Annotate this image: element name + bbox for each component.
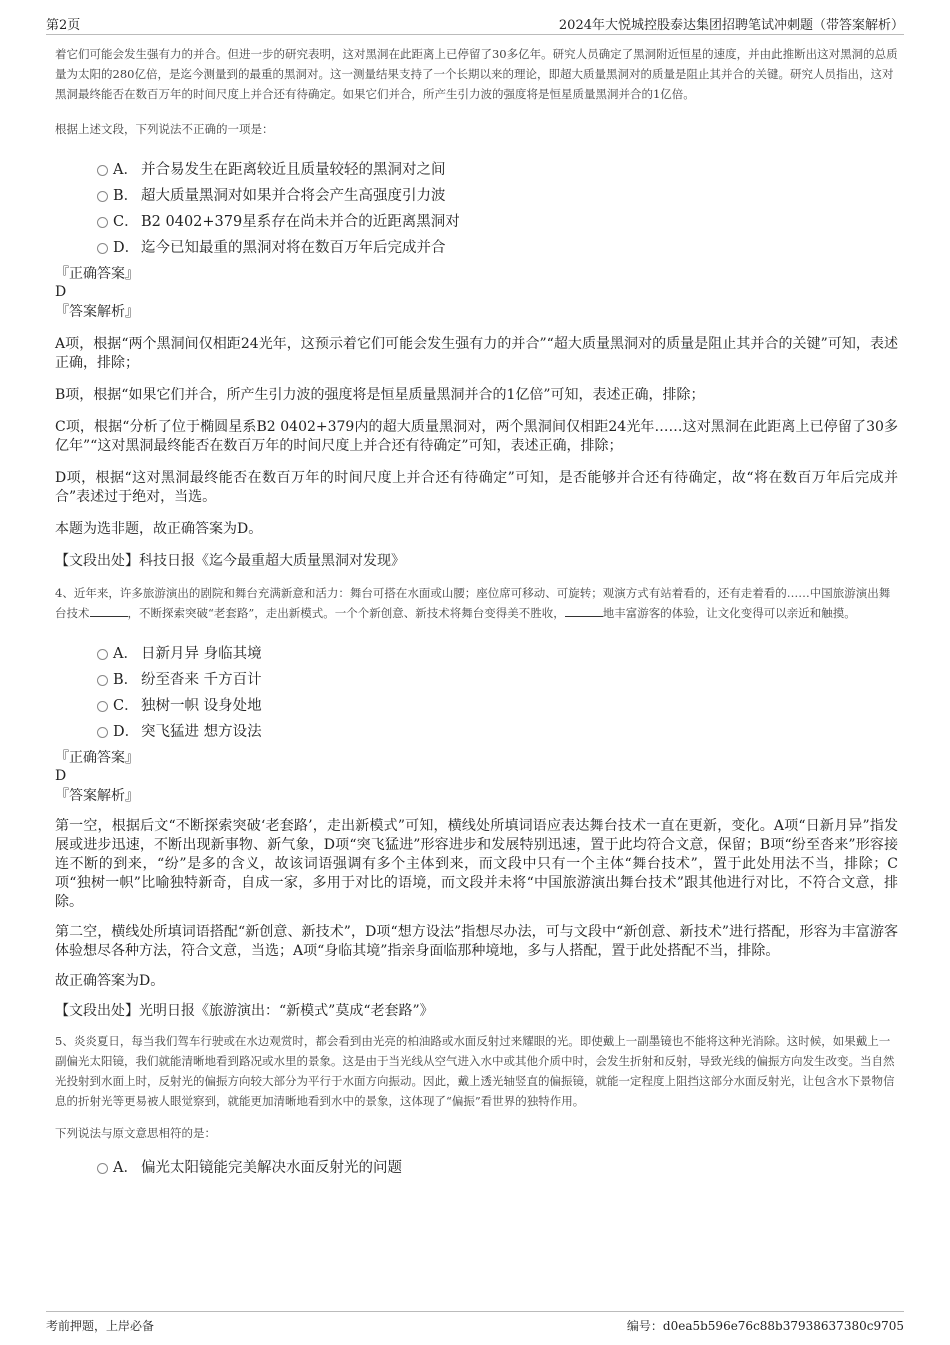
document-id: 编号：d0ea5b596e76c88b37938637380c9705 (626, 1319, 904, 1333)
fill-blank-2 (565, 604, 603, 617)
q3-answer-label: 『正确答案』 (55, 266, 139, 282)
q3-analysis-d: D项，根据“这对黑洞最终能否在数百万年的时间尺度上并合还有待确定”可知，是否能够并合还有待确定，故“将在数百万年后完成并合”表述过于绝对，当选。 (55, 470, 898, 505)
fill-blank-1 (90, 604, 128, 617)
footer-slogan: 考前押题，上岸必备 (46, 1319, 155, 1333)
q4-analysis-label: 『答案解析』 (55, 788, 139, 804)
q3-analysis-b: B项，根据“如果它们并合，所产生引力波的强度将是恒星质量黑洞并合的1亿倍”可知，表述正确，排除； (55, 387, 705, 403)
main-content (55, 44, 898, 1181)
page-footer (46, 1311, 904, 1336)
q4-conclusion: 故正确答案为D。 (55, 973, 165, 989)
q3-stem: 根据上述文段，下列说法不正确的一项是： (55, 122, 274, 136)
document-title: 2024年大悦城控股泰达集团招聘笔试冲刺题（带答案解析） (558, 18, 904, 33)
q4-option-a[interactable]: A． 日新月异 身临其境 (55, 641, 898, 667)
page-number: 第2页 (46, 18, 81, 33)
q4-passage: 4、近年来，许多旅游演出的剧院和舞台充满新意和活力：舞台可搭在水面或山腰；座位席可移动、可旋转；观演方式有站着看的，还有走着看的……中国旅游演出舞台技术 ，不断探索突破“老套路”，走出新模式。一个个新创意、新技术将舞台变得美不胜收， 地丰富游客的体验，让文化变得可以亲近和触摸。 (55, 586, 891, 620)
radio-icon[interactable] (97, 675, 108, 686)
q4-option-b[interactable]: B． 纷至沓来 千方百计 (55, 667, 898, 693)
page-header (46, 10, 904, 35)
radio-icon[interactable] (97, 1163, 108, 1174)
q4-source: 【文段出处】光明日报《旅游演出：“新模式”莫成“老套路”》 (55, 1003, 434, 1019)
q3-source: 【文段出处】科技日报《迄今最重超大质量黑洞对发现》 (55, 553, 405, 569)
q4-answer: D (55, 768, 67, 784)
q3-analysis-label: 『答案解析』 (55, 304, 139, 320)
radio-icon[interactable] (97, 701, 108, 712)
q3-analysis-a: A项，根据“两个黑洞间仅相距24光年，这预示着它们可能会发生强有力的并合”“超大质量黑洞对的质量是阻止其并合的关键”可知，表述正确，排除； (55, 336, 898, 371)
q4-option-c[interactable]: C． 独树一帜 设身处地 (55, 693, 898, 719)
radio-icon[interactable] (97, 727, 108, 738)
q4-option-d[interactable]: D． 突飞猛进 想方设法 (55, 719, 898, 745)
radio-icon[interactable] (97, 649, 108, 660)
q4-analysis-blank1: 第一空，根据后文“不断探索突破‘老套路’，走出新模式”可知，横线处所填词语应表达舞台技术一直在更新，变化。A项“日新月异”指发展或进步迅速，不断出现新事物、新气象，D项“突飞猛进”形容进步和发展特别迅速，置于此均符合文意，保留；B项“纷至沓来”形容接连不断的到来，“纷”是多的含义，故该词语强调有多个主体到来，而文段中只有一个主体“舞台技术”，置于此处用法不当，排除；C项“独树一帜”比喻独特新奇，自成一家，多用于对比的语境，而文段并未将“中国旅游演出舞台技术”跟其他进行对比，不符合文意，排除。 (55, 818, 898, 910)
radio-icon[interactable] (97, 217, 108, 228)
radio-icon[interactable] (97, 243, 108, 254)
q3-answer: D (55, 284, 67, 300)
radio-icon[interactable] (97, 165, 108, 176)
q3-options (55, 157, 898, 261)
q5-passage: 5、炎炎夏日，每当我们驾车行驶或在水边观赏时，都会看到由光亮的柏油路或水面反射过来耀眼的光。即使戴上一副墨镜也不能将这种光消除。这时候，如果戴上一副偏光太阳镜，我们就能清晰地看到路况或水里的景象。这是由于当光线从空气进入水中或其他介质中时，会发生折射和反射，导致光线的偏振方向发生改变。当自然光投射到水面上时，反射光的偏振方向较大部分为平行于水面方向振动。因此，戴上透光轴竖直的偏振镜，就能一定程度上阻挡这部分水面反射光，让包含水下景物信息的折射光等更易被人眼觉察到，就能更加清晰地看到水中的景象，这体现了“偏振”看世界的独特作用。 (55, 1034, 895, 1108)
q3-conclusion: 本题为选非题，故正确答案为D。 (55, 521, 263, 537)
radio-icon[interactable] (97, 191, 108, 202)
q3-analysis-c: C项，根据“分析了位于椭圆星系B2 0402+379内的超大质量黑洞对，两个黑洞间仅相距24光年……这对黑洞在此距离上已停留了30多亿年”“这对黑洞最终能否在数百万年的时间尺度上并合还有待确定”可知，表述正确，排除； (55, 419, 898, 454)
q5-option-a[interactable]: A． 偏光太阳镜能完美解决水面反射光的问题 (55, 1155, 898, 1181)
q4-answer-label: 『正确答案』 (55, 750, 139, 766)
q5-stem: 下列说法与原文意思相符的是： (55, 1126, 216, 1140)
q5-options (55, 1155, 898, 1181)
q3-option-a[interactable]: A． 并合易发生在距离较近且质量较轻的黑洞对之间 (55, 157, 898, 183)
q3-passage: 着它们可能会发生强有力的并合。但进一步的研究表明，这对黑洞在此距离上已停留了30多亿年。研究人员确定了黑洞附近恒星的速度，并由此推断出这对黑洞的总质量为太阳的280亿倍，是迄今测量到的最重的黑洞对。这一测量结果支持了一个长期以来的理论，即超大质量黑洞对的质量是阻止其并合的关键。研究人员指出，这对黑洞最终能否在数百万年的时间尺度上并合还有待确定。如果它们并合，所产生引力波的强度将是恒星质量黑洞并合的1亿倍。 (55, 47, 898, 101)
q3-option-c[interactable]: C． B2 0402+379星系存在尚未并合的近距离黑洞对 (55, 209, 898, 235)
q3-option-b[interactable]: B． 超大质量黑洞对如果并合将会产生高强度引力波 (55, 183, 898, 209)
q4-options (55, 641, 898, 745)
q4-analysis-blank2: 第二空，横线处所填词语搭配“新创意、新技术”，D项“想方设法”指想尽办法，可与文段中“新创意、新技术”进行搭配，形容为丰富游客体验想尽各种方法，符合文意，当选；A项“身临其境”指亲身面临那种境地，多与人搭配，置于此处搭配不当，排除。 (55, 924, 898, 959)
q3-option-d[interactable]: D． 迄今已知最重的黑洞对将在数百万年后完成并合 (55, 235, 898, 261)
